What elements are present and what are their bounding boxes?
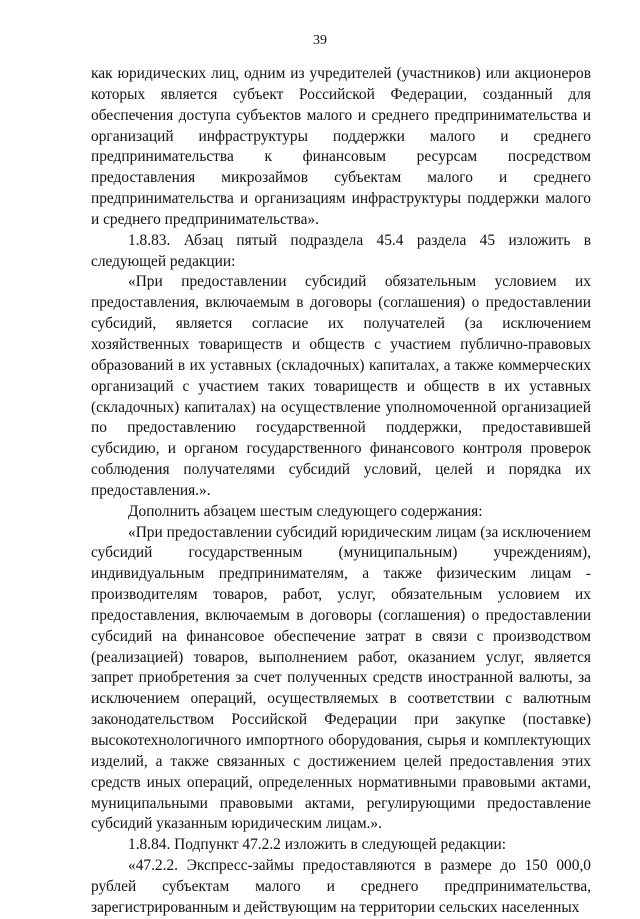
paragraph: «При предоставлении субсидий юридическим лицам (за исключением субсидий государственным (муниципальным) учреждениям), индивидуальным предпринимателям, а также физическим лицам - производителям товаров, работ, услуг, обязательным условием их предоставления, включаемым в договоры (соглашения) о предоставлении субсидий на финансовое обеспечение затрат в связи с производством (реализацией) товаров, выполнением работ, оказанием услуг, является запрет приобретения за счет полученных средств иностранной валюты, за исключением операций, осуществляемых в соответствии с валютным законодательством Российской Федерации при закупке (поставке) высокотехнологичного импортного оборудования, сырья и комплектующих изделий, а также связанных с достижением целей предоставления этих средств иных операций, определенных нормативными правовыми актами, муниципальными правовыми актами, регулирующими предоставление субсидий указанным юридическим лицам.».: [91, 523, 591, 833]
paragraph: 1.8.83. Абзац пятый подраздела 45.4 раздела 45 изложить в следующей редакции:: [91, 231, 591, 270]
document-body: [91, 64, 591, 919]
paragraph: Дополнить абзацем шестым следующего содержания:: [128, 502, 483, 520]
paragraph: «47.2.2. Экспресс-займы предоставляются в размере до 150 000,0 рублей субъектам малого и среднего предпринимательства, зарегистрированным и действующим на территории сельских населенных: [91, 857, 591, 916]
paragraph: как юридических лиц, одним из учредителей (участников) или акционеров которых является субъект Российской Федерации, созданный для обеспечения доступа субъектов малого и среднего предпринимательства и организаций инфраструктуры поддержки малого и среднего предпринимательства к финансовым ресурсам посредством предоставления микрозаймов субъектам малого и среднего предпринимательства и организациям инфраструктуры поддержки малого и среднего предпринимательства».: [91, 65, 591, 228]
page-number: 39: [313, 33, 327, 48]
paragraph: «При предоставлении субсидий обязательным условием их предоставления, включаемым в договоры (соглашения) о предоставлении субсидий, является согласие их получателей (за исключением хозяйственных товариществ и обществ с участием публично-правовых образований в их уставных (складочных) капиталах, а также коммерческих организаций с участием таких товариществ и обществ в их уставных (складочных) капиталах) на осуществление уполномоченной организацией по предоставлению государственной поддержки, предоставившей субсидию, и органом государственного финансового контроля проверок соблюдения получателями субсидий условий, целей и порядка их предоставления.».: [91, 273, 591, 499]
paragraph: 1.8.84. Подпункт 47.2.2 изложить в следующей редакции:: [128, 836, 506, 854]
